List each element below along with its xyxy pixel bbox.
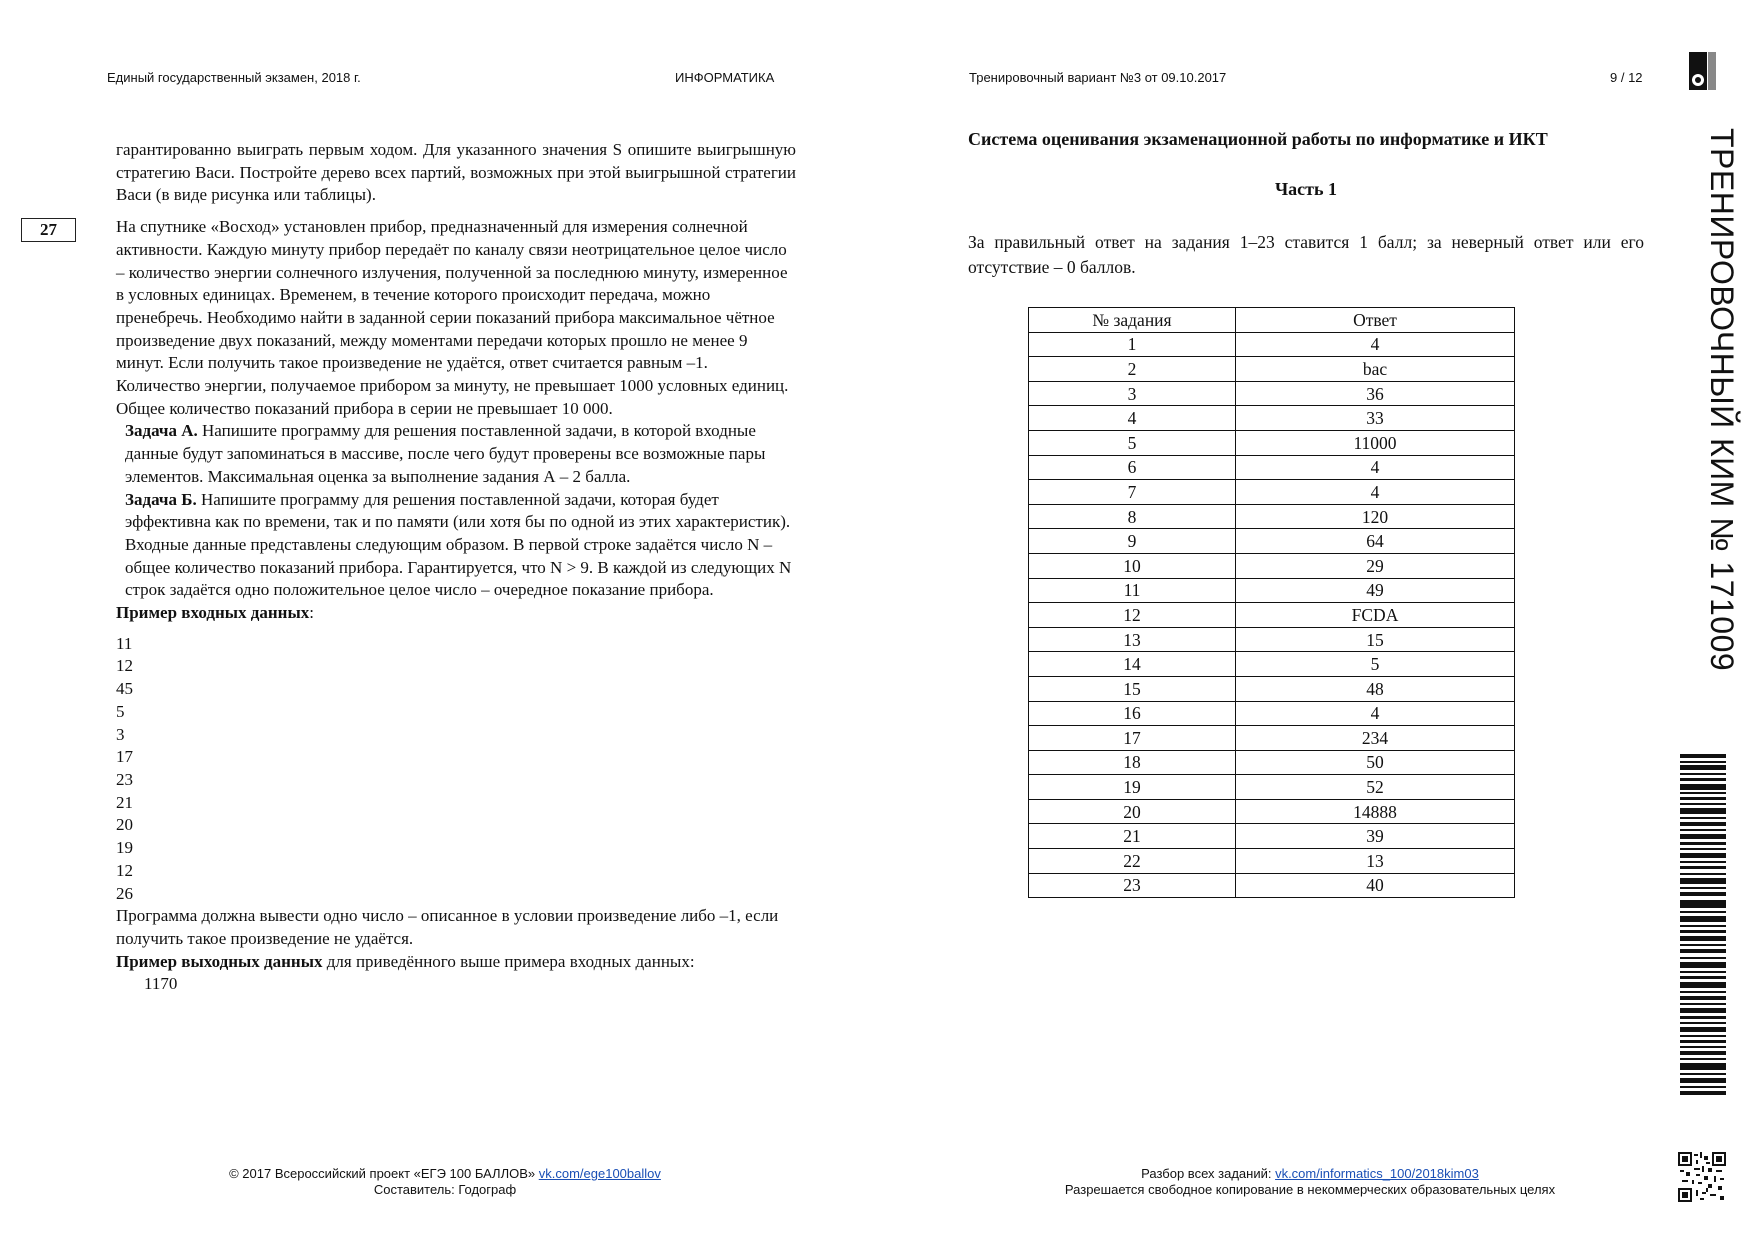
- footer-analysis: [1000, 1166, 1620, 1182]
- answer-cell: 4: [1236, 701, 1515, 726]
- input-line: 23: [116, 769, 133, 789]
- input-line: 3: [116, 724, 125, 744]
- answer-cell: bac: [1236, 357, 1515, 382]
- answer-cell: 14888: [1236, 799, 1515, 824]
- analysis-link[interactable]: vk.com/informatics_100/2018kim03: [1275, 1166, 1479, 1181]
- answer-cell: 52: [1236, 775, 1515, 800]
- task-cell: 7: [1029, 480, 1236, 505]
- answer-cell: 36: [1236, 381, 1515, 406]
- task-cell: 6: [1029, 455, 1236, 480]
- output-example-heading: [116, 951, 796, 974]
- task-b-text: Напишите программу для решения поставленной задачи, которая будет эффективна как по времени, так и по памяти (или хотя бы по одной из этих характеристик).: [125, 489, 791, 532]
- task-cell: 12: [1029, 603, 1236, 628]
- task-cell: 17: [1029, 726, 1236, 751]
- table-row: [1029, 332, 1515, 357]
- footer-left: [160, 1166, 730, 1198]
- table-row: [1029, 480, 1515, 505]
- answer-cell: 234: [1236, 726, 1515, 751]
- answers-table: [1028, 307, 1515, 898]
- kim-title-text: ТРЕНИРОВОЧНЫЙ КИМ № 171009: [1704, 128, 1740, 672]
- answer-cell: 11000: [1236, 430, 1515, 455]
- input-line: 45: [116, 679, 133, 699]
- project-link[interactable]: vk.com/ege100ballov: [538, 1166, 661, 1181]
- input-description: Входные данные представлены следующим образом. В первой строке задаётся число N – общее количество показаний прибора. Гарантируется, что N > 9. В каждой из следующих N строк задаётся одно положительное целое число – очередное показание прибора.: [125, 534, 792, 600]
- left-page-body: [116, 139, 796, 996]
- output-description: Программа должна вывести одно число – описанное в условии произведение либо –1, если получить такое произведение не удаётся.: [116, 906, 779, 948]
- input-line: 26: [116, 883, 133, 903]
- page-number: 9 / 12: [1610, 70, 1643, 85]
- grading-intro: За правильный ответ на задания 1–23 ставится 1 балл; за неверный ответ или его отсутствие – 0 баллов.: [968, 232, 1644, 277]
- table-row: [1029, 357, 1515, 382]
- input-example-colon: :: [309, 603, 314, 623]
- task-a-text: Напишите программу для решения поставленной задачи, в которой входные данные будут запоминаться в массиве, после чего будут проверены все возможные пары элементов. Максимальная оценка за выполнение задания А – 2 балла.: [125, 421, 766, 486]
- task-number-badge: 27: [21, 218, 76, 242]
- qr-code-icon[interactable]: [1678, 1152, 1726, 1202]
- table-row: [1029, 381, 1515, 406]
- task-27-text: На спутнике «Восход» установлен прибор, предназначенный для измерения солнечной активности. Каждую минуту прибор передаёт по каналу связи неотрицательное целое число – количество энергии солнечного излучения, полученной за последнюю минуту, измеренное в условных единицах. Временем, в течение которого происходит передача, можно пренебречь. Необходимо найти в заданной серии показаний прибора максимальное чётное произведение двух показаний, между моментами передачи которых прошло не менее 9 минут. Если получить такое произведение не удаётся, ответ считается равным –1. Количество энергии, получаемое прибором за минуту, не превышает 1000 условных единиц. Общее количество показаний прибора в серии не превышает 10 000.: [116, 217, 789, 418]
- header-exam-name: Единый государственный экзамен, 2018 г.: [107, 70, 361, 85]
- task-cell: 16: [1029, 701, 1236, 726]
- task-cell: 8: [1029, 504, 1236, 529]
- task-cell: 15: [1029, 676, 1236, 701]
- answer-cell: 64: [1236, 529, 1515, 554]
- grading-title: Система оценивания экзаменационной работы по информатике и ИКТ: [968, 129, 1548, 149]
- table-row: [1029, 701, 1515, 726]
- task-cell: 18: [1029, 750, 1236, 775]
- task-cell: 22: [1029, 849, 1236, 874]
- task-cell: 4: [1029, 406, 1236, 431]
- task-cell: 2: [1029, 357, 1236, 382]
- table-row: [1029, 676, 1515, 701]
- continuation-text: гарантированно выиграть первым ходом. Для указанного значения S опишите выигрышную стратегию Васи. Постройте дерево всех партий, возможных при этой выигрышной стратегии Васи (в виде рисунка или таблицы).: [116, 140, 796, 205]
- exam-logo-icon: [1689, 52, 1719, 90]
- task-a: [116, 420, 796, 488]
- task-cell: 9: [1029, 529, 1236, 554]
- column-header-task: № задания: [1029, 308, 1236, 333]
- footer-author: Составитель: Годограф: [373, 1182, 517, 1197]
- table-row: [1029, 652, 1515, 677]
- copyright-text: © 2017 Всероссийский проект «ЕГЭ 100 БАЛЛОВ»: [229, 1166, 539, 1181]
- footer-right: [1000, 1166, 1620, 1198]
- footer-license: Разрешается свободное копирование в некоммерческих образовательных целях: [1064, 1182, 1556, 1197]
- table-row: [1029, 430, 1515, 455]
- task-cell: 14: [1029, 652, 1236, 677]
- answer-cell: FCDA: [1236, 603, 1515, 628]
- task-cell: 23: [1029, 873, 1236, 898]
- answer-cell: 33: [1236, 406, 1515, 431]
- input-line: 12: [116, 860, 133, 880]
- output-example-value: 1170: [144, 974, 178, 994]
- answer-cell: 13: [1236, 849, 1515, 874]
- answer-cell: 4: [1236, 332, 1515, 357]
- input-line: 12: [116, 656, 133, 676]
- answer-cell: 29: [1236, 553, 1515, 578]
- answer-cell: 5: [1236, 652, 1515, 677]
- output-example-suffix: для приведённого выше примера входных данных:: [322, 951, 695, 971]
- task-b-label: Задача Б.: [125, 489, 197, 509]
- table-row: [1029, 455, 1515, 480]
- table-row: [1029, 529, 1515, 554]
- footer-copyright: [160, 1166, 730, 1182]
- input-line: 21: [116, 792, 133, 812]
- input-example-list: [116, 633, 796, 905]
- table-row: [1029, 824, 1515, 849]
- header-subject: ИНФОРМАТИКА: [675, 70, 775, 85]
- task-cell: 20: [1029, 799, 1236, 824]
- answer-cell: 120: [1236, 504, 1515, 529]
- input-example-label: Пример входных данных: [116, 603, 310, 623]
- answer-cell: 40: [1236, 873, 1515, 898]
- task-cell: 1: [1029, 332, 1236, 357]
- answer-cell: 49: [1236, 578, 1515, 603]
- table-row: [1029, 775, 1515, 800]
- task-b: [116, 489, 796, 534]
- table-row: [1029, 627, 1515, 652]
- task-cell: 19: [1029, 775, 1236, 800]
- input-line: 11: [116, 633, 133, 653]
- input-line: 19: [116, 838, 133, 858]
- task-cell: 11: [1029, 578, 1236, 603]
- table-row: [1029, 873, 1515, 898]
- input-line: 17: [116, 747, 133, 767]
- vertical-kim-title: [1700, 128, 1740, 728]
- table-row: [1029, 603, 1515, 628]
- table-row: [1029, 553, 1515, 578]
- header-variant: Тренировочный вариант №3 от 09.10.2017: [969, 70, 1227, 85]
- column-header-answer: Ответ: [1236, 308, 1515, 333]
- table-row: [1029, 504, 1515, 529]
- input-line: 5: [116, 701, 125, 721]
- analysis-label: Разбор всех заданий:: [1141, 1166, 1276, 1181]
- task-cell: 5: [1029, 430, 1236, 455]
- input-line: 20: [116, 815, 133, 835]
- answer-cell: 50: [1236, 750, 1515, 775]
- answer-cell: 15: [1236, 627, 1515, 652]
- answer-cell: 39: [1236, 824, 1515, 849]
- table-row: [1029, 849, 1515, 874]
- task-cell: 10: [1029, 553, 1236, 578]
- part-heading: Часть 1: [1274, 179, 1338, 199]
- barcode-icon: [1680, 752, 1726, 1100]
- table-header-row: [1029, 308, 1515, 333]
- table-row: [1029, 726, 1515, 751]
- table-row: [1029, 406, 1515, 431]
- input-example-heading: [116, 602, 796, 625]
- table-row: [1029, 578, 1515, 603]
- answer-cell: 48: [1236, 676, 1515, 701]
- answer-cell: 4: [1236, 455, 1515, 480]
- answer-cell: 4: [1236, 480, 1515, 505]
- table-row: [1029, 799, 1515, 824]
- task-a-label: Задача А.: [125, 421, 198, 441]
- task-cell: 13: [1029, 627, 1236, 652]
- table-row: [1029, 750, 1515, 775]
- output-example-label: Пример выходных данных: [116, 951, 323, 971]
- task-cell: 21: [1029, 824, 1236, 849]
- task-cell: 3: [1029, 381, 1236, 406]
